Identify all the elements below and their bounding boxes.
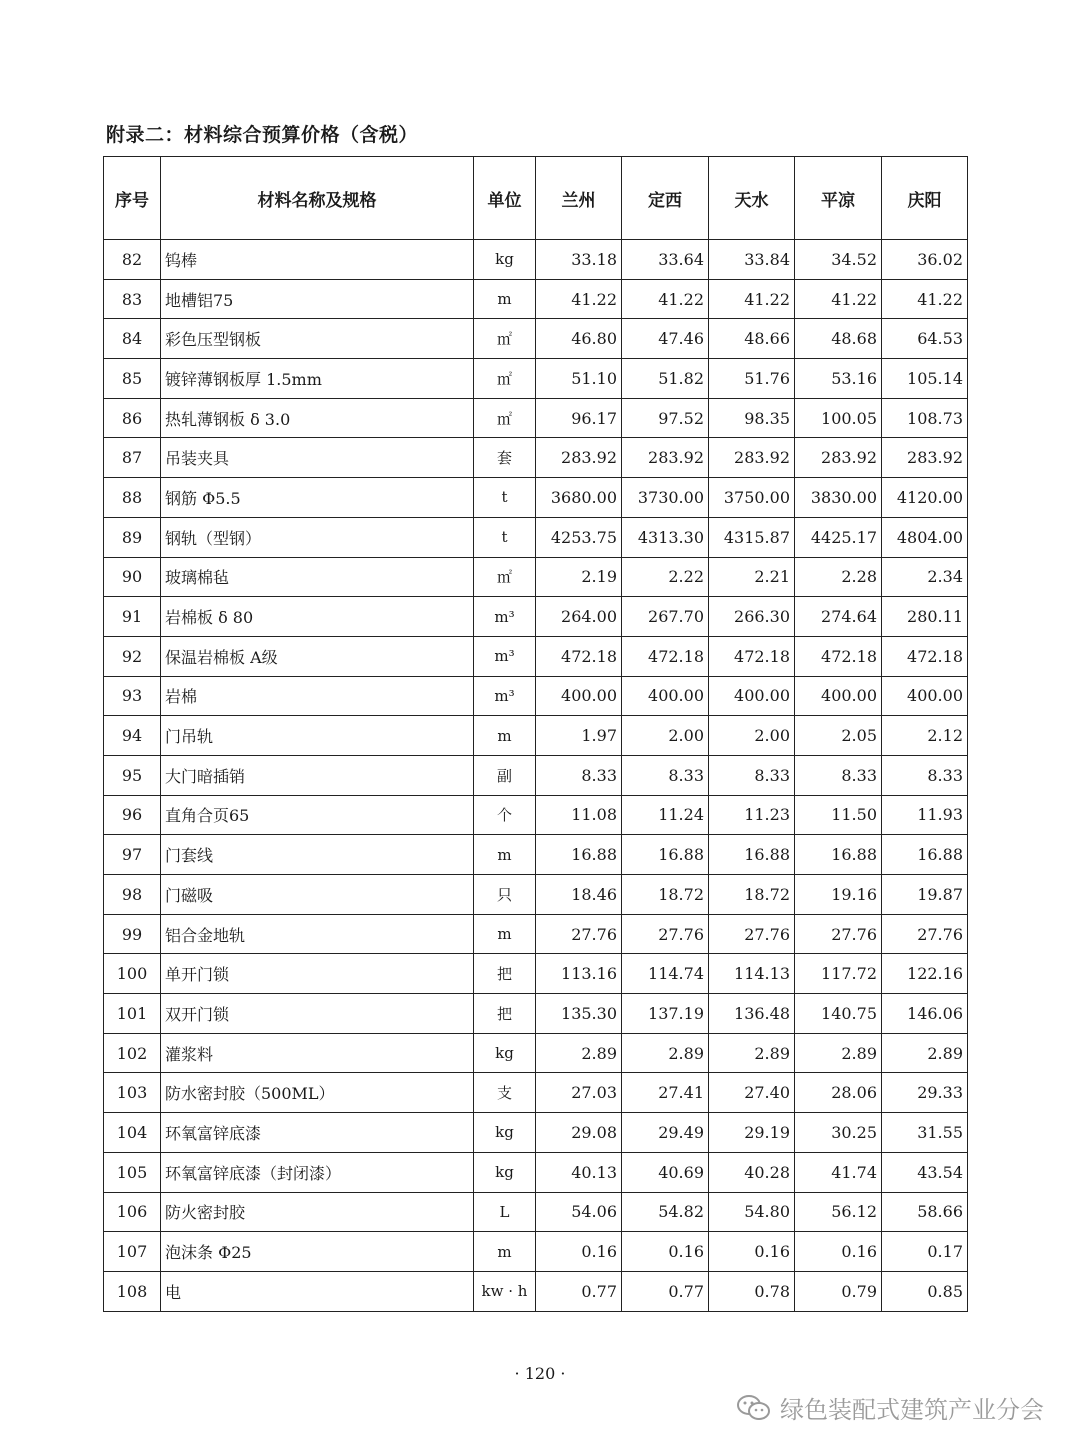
cell-dingxi: 0.16 (622, 1232, 709, 1272)
cell-lanzhou: 54.06 (536, 1192, 622, 1232)
cell-name: 岩棉板 δ 80 (161, 597, 474, 637)
cell-tianshui: 51.76 (709, 359, 795, 399)
cell-name: 门磁吸 (161, 875, 474, 915)
cell-qingyang: 58.66 (882, 1192, 968, 1232)
cell-tianshui: 16.88 (709, 835, 795, 875)
cell-tianshui: 27.40 (709, 1073, 795, 1113)
cell-qingyang: 36.02 (882, 240, 968, 280)
cell-unit: ㎡ (474, 398, 536, 438)
cell-no: 83 (104, 279, 161, 319)
cell-name: 彩色压型钢板 (161, 319, 474, 359)
cell-qingyang: 11.93 (882, 795, 968, 835)
cell-qingyang: 0.85 (882, 1271, 968, 1311)
table-row (104, 597, 968, 637)
table-row (104, 676, 968, 716)
cell-qingyang: 4120.00 (882, 478, 968, 518)
header-cell-pingliang: 平凉 (795, 157, 882, 240)
cell-qingyang: 16.88 (882, 835, 968, 875)
cell-name: 防水密封胶（500ML） (161, 1073, 474, 1113)
cell-tianshui: 3750.00 (709, 478, 795, 518)
cell-pingliang: 4425.17 (795, 517, 882, 557)
cell-tianshui: 114.13 (709, 954, 795, 994)
table-row (104, 835, 968, 875)
table-row (104, 279, 968, 319)
cell-pingliang: 274.64 (795, 597, 882, 637)
table-row (104, 954, 968, 994)
cell-name: 防火密封胶 (161, 1192, 474, 1232)
cell-lanzhou: 264.00 (536, 597, 622, 637)
cell-no: 85 (104, 359, 161, 399)
header-cell-dingxi: 定西 (622, 157, 709, 240)
cell-dingxi: 40.69 (622, 1152, 709, 1192)
table-row (104, 1192, 968, 1232)
cell-unit: 把 (474, 994, 536, 1034)
cell-dingxi: 3730.00 (622, 478, 709, 518)
cell-pingliang: 41.74 (795, 1152, 882, 1192)
table-row (104, 359, 968, 399)
cell-name: 环氧富锌底漆（封闭漆） (161, 1152, 474, 1192)
cell-unit: t (474, 517, 536, 557)
cell-qingyang: 8.33 (882, 755, 968, 795)
cell-no: 103 (104, 1073, 161, 1113)
cell-tianshui: 400.00 (709, 676, 795, 716)
cell-dingxi: 2.22 (622, 557, 709, 597)
cell-pingliang: 2.28 (795, 557, 882, 597)
cell-no: 107 (104, 1232, 161, 1272)
cell-dingxi: 8.33 (622, 755, 709, 795)
table-row (104, 914, 968, 954)
cell-no: 105 (104, 1152, 161, 1192)
table-row (104, 1271, 968, 1311)
page-number: · 120 · (514, 1364, 566, 1383)
cell-pingliang: 283.92 (795, 438, 882, 478)
cell-qingyang: 2.89 (882, 1033, 968, 1073)
cell-pingliang: 27.76 (795, 914, 882, 954)
cell-dingxi: 51.82 (622, 359, 709, 399)
cell-tianshui: 8.33 (709, 755, 795, 795)
cell-qingyang: 280.11 (882, 597, 968, 637)
cell-unit: 把 (474, 954, 536, 994)
cell-qingyang: 2.34 (882, 557, 968, 597)
header-cell-name: 材料名称及规格 (161, 157, 474, 240)
cell-pingliang: 0.79 (795, 1271, 882, 1311)
cell-name: 单开门锁 (161, 954, 474, 994)
cell-unit: 支 (474, 1073, 536, 1113)
cell-dingxi: 29.49 (622, 1113, 709, 1153)
cell-no: 93 (104, 676, 161, 716)
table-row (104, 1152, 968, 1192)
cell-pingliang: 41.22 (795, 279, 882, 319)
cell-tianshui: 40.28 (709, 1152, 795, 1192)
cell-pingliang: 2.89 (795, 1033, 882, 1073)
cell-qingyang: 472.18 (882, 636, 968, 676)
cell-unit: m³ (474, 676, 536, 716)
cell-pingliang: 117.72 (795, 954, 882, 994)
cell-tianshui: 2.89 (709, 1033, 795, 1073)
cell-unit: m (474, 835, 536, 875)
table-row (104, 636, 968, 676)
cell-unit: kg (474, 1033, 536, 1073)
table-body (104, 240, 968, 1312)
cell-qingyang: 108.73 (882, 398, 968, 438)
cell-lanzhou: 27.03 (536, 1073, 622, 1113)
cell-unit: ㎡ (474, 359, 536, 399)
cell-lanzhou: 3680.00 (536, 478, 622, 518)
watermark-text: 绿色装配式建筑产业分会 (780, 1396, 1044, 1424)
cell-name: 直角合页65 (161, 795, 474, 835)
cell-lanzhou: 33.18 (536, 240, 622, 280)
cell-unit: m (474, 279, 536, 319)
cell-name: 灌浆料 (161, 1033, 474, 1073)
cell-qingyang: 122.16 (882, 954, 968, 994)
cell-lanzhou: 4253.75 (536, 517, 622, 557)
cell-lanzhou: 0.77 (536, 1271, 622, 1311)
cell-unit: m (474, 914, 536, 954)
cell-lanzhou: 40.13 (536, 1152, 622, 1192)
cell-no: 96 (104, 795, 161, 835)
cell-unit: kg (474, 1113, 536, 1153)
cell-unit: m³ (474, 636, 536, 676)
cell-qingyang: 283.92 (882, 438, 968, 478)
cell-dingxi: 97.52 (622, 398, 709, 438)
cell-name: 钢轨（型钢） (161, 517, 474, 557)
cell-lanzhou: 29.08 (536, 1113, 622, 1153)
cell-tianshui: 2.21 (709, 557, 795, 597)
cell-lanzhou: 46.80 (536, 319, 622, 359)
cell-tianshui: 41.22 (709, 279, 795, 319)
cell-unit: ㎡ (474, 557, 536, 597)
cell-qingyang: 41.22 (882, 279, 968, 319)
table-row (104, 398, 968, 438)
cell-unit: m (474, 1232, 536, 1272)
cell-unit: 只 (474, 875, 536, 915)
cell-qingyang: 43.54 (882, 1152, 968, 1192)
cell-name: 保温岩棉板 A级 (161, 636, 474, 676)
cell-no: 94 (104, 716, 161, 756)
cell-lanzhou: 0.16 (536, 1232, 622, 1272)
cell-dingxi: 33.64 (622, 240, 709, 280)
cell-lanzhou: 27.76 (536, 914, 622, 954)
cell-tianshui: 266.30 (709, 597, 795, 637)
cell-name: 双开门锁 (161, 994, 474, 1034)
cell-name: 玻璃棉毡 (161, 557, 474, 597)
cell-name: 钢筋 Φ5.5 (161, 478, 474, 518)
header-cell-qingyang: 庆阳 (882, 157, 968, 240)
cell-qingyang: 105.14 (882, 359, 968, 399)
wechat-icon (736, 1393, 772, 1423)
table-row (104, 557, 968, 597)
cell-dingxi: 267.70 (622, 597, 709, 637)
cell-no: 99 (104, 914, 161, 954)
cell-pingliang: 48.68 (795, 319, 882, 359)
cell-no: 88 (104, 478, 161, 518)
cell-dingxi: 2.00 (622, 716, 709, 756)
cell-qingyang: 31.55 (882, 1113, 968, 1153)
table-row (104, 517, 968, 557)
cell-lanzhou: 472.18 (536, 636, 622, 676)
cell-name: 镀锌薄钢板厚 1.5mm (161, 359, 474, 399)
table-row (104, 755, 968, 795)
table-row (104, 1033, 968, 1073)
cell-qingyang: 146.06 (882, 994, 968, 1034)
cell-unit: 副 (474, 755, 536, 795)
cell-tianshui: 33.84 (709, 240, 795, 280)
cell-lanzhou: 18.46 (536, 875, 622, 915)
cell-pingliang: 28.06 (795, 1073, 882, 1113)
cell-qingyang: 19.87 (882, 875, 968, 915)
cell-tianshui: 98.35 (709, 398, 795, 438)
cell-dingxi: 47.46 (622, 319, 709, 359)
table-row (104, 1113, 968, 1153)
cell-dingxi: 2.89 (622, 1033, 709, 1073)
cell-tianshui: 29.19 (709, 1113, 795, 1153)
table-row (104, 438, 968, 478)
cell-dingxi: 54.82 (622, 1192, 709, 1232)
cell-pingliang: 16.88 (795, 835, 882, 875)
cell-lanzhou: 51.10 (536, 359, 622, 399)
cell-no: 92 (104, 636, 161, 676)
cell-no: 100 (104, 954, 161, 994)
cell-name: 岩棉 (161, 676, 474, 716)
cell-lanzhou: 8.33 (536, 755, 622, 795)
cell-pingliang: 140.75 (795, 994, 882, 1034)
cell-qingyang: 4804.00 (882, 517, 968, 557)
cell-unit: L (474, 1192, 536, 1232)
cell-tianshui: 0.16 (709, 1232, 795, 1272)
cell-no: 82 (104, 240, 161, 280)
cell-pingliang: 56.12 (795, 1192, 882, 1232)
cell-no: 86 (104, 398, 161, 438)
cell-lanzhou: 1.97 (536, 716, 622, 756)
cell-tianshui: 27.76 (709, 914, 795, 954)
table-row (104, 1232, 968, 1272)
watermark (736, 1390, 1044, 1425)
cell-dingxi: 114.74 (622, 954, 709, 994)
cell-pingliang: 34.52 (795, 240, 882, 280)
cell-name: 门套线 (161, 835, 474, 875)
cell-name: 钨棒 (161, 240, 474, 280)
cell-unit: 套 (474, 438, 536, 478)
cell-pingliang: 11.50 (795, 795, 882, 835)
header-cell-unit: 单位 (474, 157, 536, 240)
material-price-table (103, 156, 968, 1312)
cell-dingxi: 472.18 (622, 636, 709, 676)
cell-dingxi: 283.92 (622, 438, 709, 478)
cell-tianshui: 2.00 (709, 716, 795, 756)
table-row (104, 478, 968, 518)
cell-name: 泡沫条 Φ25 (161, 1232, 474, 1272)
cell-dingxi: 11.24 (622, 795, 709, 835)
cell-lanzhou: 11.08 (536, 795, 622, 835)
cell-no: 98 (104, 875, 161, 915)
cell-dingxi: 400.00 (622, 676, 709, 716)
cell-lanzhou: 113.16 (536, 954, 622, 994)
cell-lanzhou: 16.88 (536, 835, 622, 875)
cell-dingxi: 18.72 (622, 875, 709, 915)
cell-no: 101 (104, 994, 161, 1034)
cell-dingxi: 0.77 (622, 1271, 709, 1311)
cell-unit: kg (474, 240, 536, 280)
cell-no: 95 (104, 755, 161, 795)
cell-lanzhou: 2.89 (536, 1033, 622, 1073)
cell-pingliang: 100.05 (795, 398, 882, 438)
cell-pingliang: 472.18 (795, 636, 882, 676)
table-row (104, 994, 968, 1034)
cell-tianshui: 283.92 (709, 438, 795, 478)
cell-no: 89 (104, 517, 161, 557)
cell-no: 106 (104, 1192, 161, 1232)
cell-name: 电 (161, 1271, 474, 1311)
cell-dingxi: 16.88 (622, 835, 709, 875)
cell-unit: kg (474, 1152, 536, 1192)
table-row (104, 240, 968, 280)
table-row (104, 716, 968, 756)
cell-unit: t (474, 478, 536, 518)
cell-name: 热轧薄钢板 δ 3.0 (161, 398, 474, 438)
cell-qingyang: 27.76 (882, 914, 968, 954)
cell-unit: kw · h (474, 1271, 536, 1311)
cell-pingliang: 2.05 (795, 716, 882, 756)
cell-name: 门吊轨 (161, 716, 474, 756)
cell-unit: m³ (474, 597, 536, 637)
table-row (104, 319, 968, 359)
cell-no: 91 (104, 597, 161, 637)
cell-unit: m (474, 716, 536, 756)
cell-no: 108 (104, 1271, 161, 1311)
cell-tianshui: 472.18 (709, 636, 795, 676)
cell-tianshui: 54.80 (709, 1192, 795, 1232)
cell-pingliang: 8.33 (795, 755, 882, 795)
cell-lanzhou: 400.00 (536, 676, 622, 716)
cell-pingliang: 30.25 (795, 1113, 882, 1153)
cell-dingxi: 4313.30 (622, 517, 709, 557)
header-cell-lanzhou: 兰州 (536, 157, 622, 240)
cell-name: 大门暗插销 (161, 755, 474, 795)
cell-qingyang: 64.53 (882, 319, 968, 359)
cell-unit: ㎡ (474, 319, 536, 359)
cell-qingyang: 0.17 (882, 1232, 968, 1272)
cell-name: 地槽铝75 (161, 279, 474, 319)
cell-tianshui: 0.78 (709, 1271, 795, 1311)
cell-no: 102 (104, 1033, 161, 1073)
cell-lanzhou: 2.19 (536, 557, 622, 597)
cell-dingxi: 137.19 (622, 994, 709, 1034)
cell-pingliang: 53.16 (795, 359, 882, 399)
cell-qingyang: 29.33 (882, 1073, 968, 1113)
cell-no: 84 (104, 319, 161, 359)
cell-dingxi: 41.22 (622, 279, 709, 319)
cell-tianshui: 11.23 (709, 795, 795, 835)
cell-tianshui: 136.48 (709, 994, 795, 1034)
cell-dingxi: 27.76 (622, 914, 709, 954)
cell-name: 吊装夹具 (161, 438, 474, 478)
cell-no: 90 (104, 557, 161, 597)
cell-pingliang: 3830.00 (795, 478, 882, 518)
cell-no: 104 (104, 1113, 161, 1153)
cell-no: 87 (104, 438, 161, 478)
cell-name: 铝合金地轨 (161, 914, 474, 954)
cell-dingxi: 27.41 (622, 1073, 709, 1113)
cell-pingliang: 19.16 (795, 875, 882, 915)
table-header-row (104, 157, 968, 240)
cell-tianshui: 18.72 (709, 875, 795, 915)
cell-lanzhou: 283.92 (536, 438, 622, 478)
cell-tianshui: 48.66 (709, 319, 795, 359)
cell-pingliang: 0.16 (795, 1232, 882, 1272)
cell-no: 97 (104, 835, 161, 875)
cell-lanzhou: 96.17 (536, 398, 622, 438)
cell-pingliang: 400.00 (795, 676, 882, 716)
cell-unit: 个 (474, 795, 536, 835)
page-title: 附录二：材料综合预算价格（含税） (106, 124, 419, 146)
cell-lanzhou: 135.30 (536, 994, 622, 1034)
cell-qingyang: 400.00 (882, 676, 968, 716)
cell-lanzhou: 41.22 (536, 279, 622, 319)
cell-name: 环氧富锌底漆 (161, 1113, 474, 1153)
cell-tianshui: 4315.87 (709, 517, 795, 557)
table-row (104, 875, 968, 915)
cell-qingyang: 2.12 (882, 716, 968, 756)
header-cell-tianshui: 天水 (709, 157, 795, 240)
table-row (104, 795, 968, 835)
header-cell-no: 序号 (104, 157, 161, 240)
table-row (104, 1073, 968, 1113)
